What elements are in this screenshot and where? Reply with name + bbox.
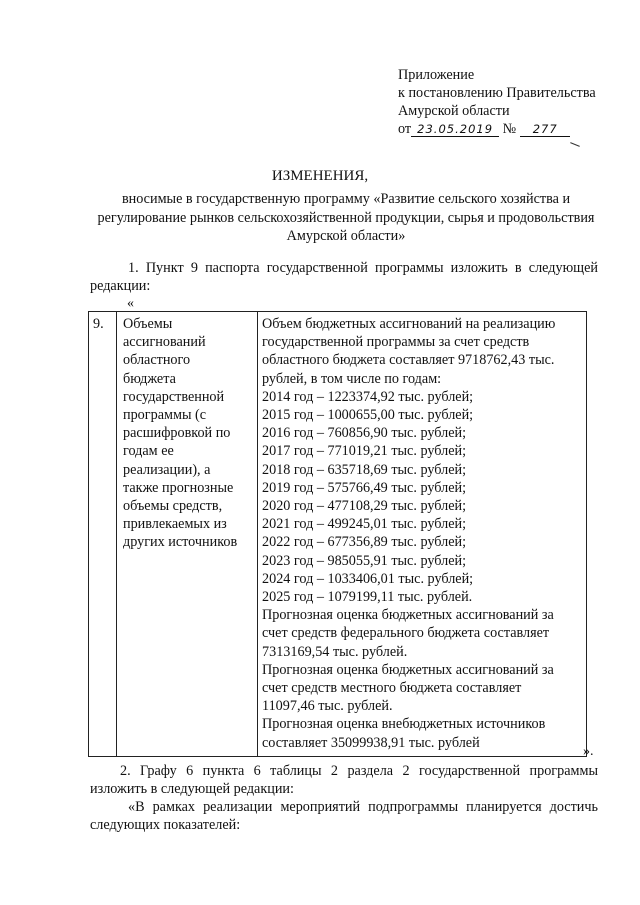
paragraph-3: «В рамках реализации мероприятий подпрограммы планируется достичь следующих показателей: — [90, 799, 598, 833]
quote-close-mark: ». — [583, 744, 594, 759]
paragraph-2: 2. Графу 6 пункта 6 таблицы 2 раздела 2 государственной программы изложить в следующей редакции: — [90, 763, 598, 797]
year-line: 2023 год – 985055,91 тыс. рублей; — [262, 552, 467, 569]
item-label: Объемы ассигнований областного бюджета государственной программы (с расшифровкой по годам ее реализации), а также прогнозные объемы средств, привлекаемых из других источников — [117, 312, 258, 757]
handwritten-number: 277 — [520, 122, 570, 137]
federal-line: счет средств федерального бюджета составляет — [262, 625, 550, 642]
year-line: 2014 год – 1223374,92 тыс. рублей; — [262, 388, 474, 405]
value-intro-line: областного бюджета составляет 9718762,43 тыс. — [262, 352, 555, 369]
number-label: № — [502, 121, 517, 137]
value-intro-line: Объем бюджетных ассигнований на реализацию — [262, 316, 556, 332]
annex-region: Амурской области — [398, 103, 510, 119]
extra-line: Прогнозная оценка внебюджетных источников — [262, 716, 546, 733]
annex-resolution: к постановлению Правительства — [398, 85, 596, 101]
document-subtitle: вносимые в государственную программу «Развитие сельского хозяйства и регулирование рынков сельскохозяйственной продукции, сырья и продовольствия Амурской области» — [97, 191, 595, 244]
handwritten-date: 23.05.2019 — [411, 122, 499, 137]
year-line: 2019 год – 575766,49 тыс. рублей; — [262, 479, 467, 496]
table-row — [89, 312, 587, 757]
item-value — [258, 312, 587, 757]
value-intro-line: государственной программы за счет средств — [262, 334, 530, 351]
annex-header — [398, 66, 630, 138]
item-number: 9. — [89, 312, 117, 757]
quote-open-mark: « — [127, 296, 134, 311]
year-line: 2021 год – 499245,01 тыс. рублей; — [262, 516, 467, 533]
passport-table — [88, 311, 587, 757]
extra-line: составляет 35099938,91 тыс. рублей — [262, 734, 480, 751]
value-intro-line: рублей, в том числе по годам: — [262, 370, 442, 387]
year-line: 2016 год – 760856,90 тыс. рублей; — [262, 425, 467, 442]
year-line: 2022 год – 677356,89 тыс. рублей; — [262, 534, 467, 551]
date-prefix: от — [398, 121, 412, 137]
year-line: 2024 год – 1033406,01 тыс. рублей; — [262, 570, 474, 587]
pen-mark — [570, 142, 580, 147]
annex-date-line — [398, 120, 630, 138]
year-line: 2020 год – 477108,29 тыс. рублей; — [262, 498, 467, 515]
year-line: 2018 год – 635718,69 тыс. рублей; — [262, 461, 467, 478]
local-line: 11097,46 тыс. рублей. — [262, 698, 393, 715]
paragraph-1: 1. Пункт 9 паспорта государственной программы изложить в следующей редакции: — [90, 260, 598, 294]
year-line: 2025 год – 1079199,11 тыс. рублей. — [262, 589, 473, 606]
document-title: ИЗМЕНЕНИЯ, — [271, 168, 369, 184]
year-line: 2015 год – 1000655,00 тыс. рублей; — [262, 407, 474, 424]
local-line: Прогнозная оценка бюджетных ассигнований за — [262, 661, 554, 678]
annex-title: Приложение — [398, 67, 475, 83]
local-line: счет средств местного бюджета составляет — [262, 680, 522, 697]
federal-line: Прогнозная оценка бюджетных ассигнований за — [262, 607, 554, 624]
year-line: 2017 год – 771019,21 тыс. рублей; — [262, 443, 467, 460]
federal-line: 7313169,54 тыс. рублей. — [262, 643, 408, 660]
